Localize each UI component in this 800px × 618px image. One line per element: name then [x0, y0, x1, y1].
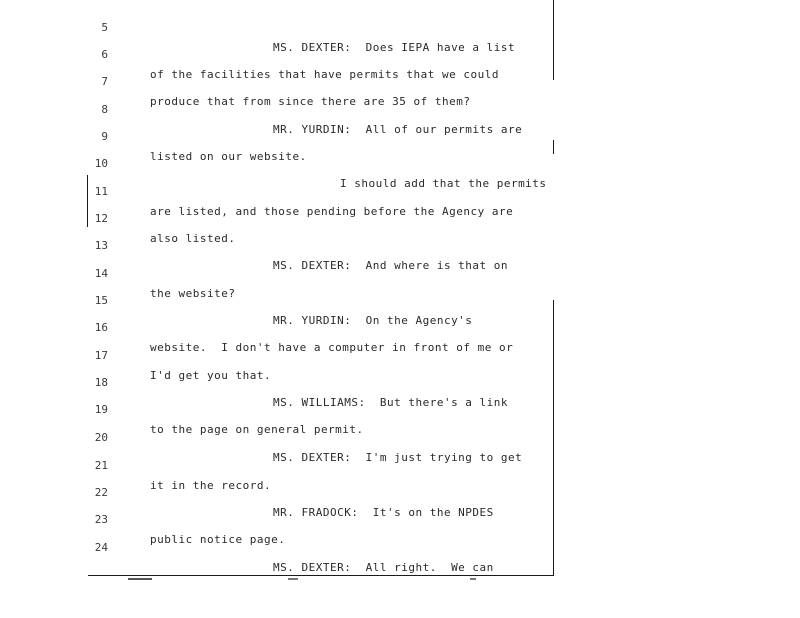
line-text: MR. YURDIN: On the Agency's	[273, 314, 473, 327]
line-number: 8	[101, 103, 108, 116]
line-text: MS. WILLIAMS: But there's a link	[273, 396, 509, 409]
line-text: listed on our website.	[150, 150, 307, 163]
line-text: MR. YURDIN: All of our permits are	[273, 123, 523, 136]
line-number: 13	[94, 239, 108, 252]
line-text: I'd get you that.	[150, 369, 272, 382]
line-text: of the facilities that have permits that we could	[150, 68, 500, 81]
scan-smudge	[470, 578, 476, 580]
line-text: also listed.	[150, 232, 236, 245]
line-number: 17	[94, 349, 108, 362]
line-text: website. I don't have a computer in front of me or	[150, 341, 514, 354]
line-number: 20	[94, 431, 108, 444]
line-number: 19	[94, 403, 108, 416]
line-text: it in the record.	[150, 479, 272, 492]
page-right-border	[553, 300, 554, 576]
line-text: public notice page.	[150, 533, 286, 546]
line-text: produce that from since there are 35 of them?	[150, 95, 471, 108]
line-text: the website?	[150, 287, 236, 300]
line-number: 5	[101, 21, 108, 34]
page-right-border	[553, 0, 554, 80]
transcript-line	[0, 0, 560, 54]
line-number: 15	[94, 294, 108, 307]
line-number: 7	[101, 75, 108, 88]
line-number: 22	[94, 486, 108, 499]
line-number: 14	[94, 267, 108, 280]
line-number: 11	[94, 185, 108, 198]
line-number: 6	[101, 48, 108, 61]
page-left-mark	[87, 175, 88, 227]
line-text: are listed, and those pending before the Agency are	[150, 205, 514, 218]
line-number: 16	[94, 321, 108, 334]
line-number: 12	[94, 212, 108, 225]
line-text: MS. DEXTER: Does IEPA have a list	[273, 41, 516, 54]
line-number: 21	[94, 459, 108, 472]
line-number: 24	[94, 541, 108, 554]
line-text: MS. DEXTER: And where is that on	[273, 259, 509, 272]
line-text: MR. FRADOCK: It's on the NPDES	[273, 506, 494, 519]
line-text: I should add that the permits	[340, 177, 547, 190]
scan-smudge	[128, 578, 152, 580]
line-number: 23	[94, 513, 108, 526]
scan-smudge	[288, 578, 298, 580]
page-bottom-border	[88, 575, 554, 576]
line-text: MS. DEXTER: I'm just trying to get	[273, 451, 523, 464]
line-text: MS. DEXTER: All right. We can	[273, 561, 494, 574]
line-number: 9	[101, 130, 108, 143]
line-number: 10	[94, 157, 108, 170]
page-right-border	[553, 140, 554, 154]
line-text: to the page on general permit.	[150, 423, 364, 436]
line-number: 18	[94, 376, 108, 389]
